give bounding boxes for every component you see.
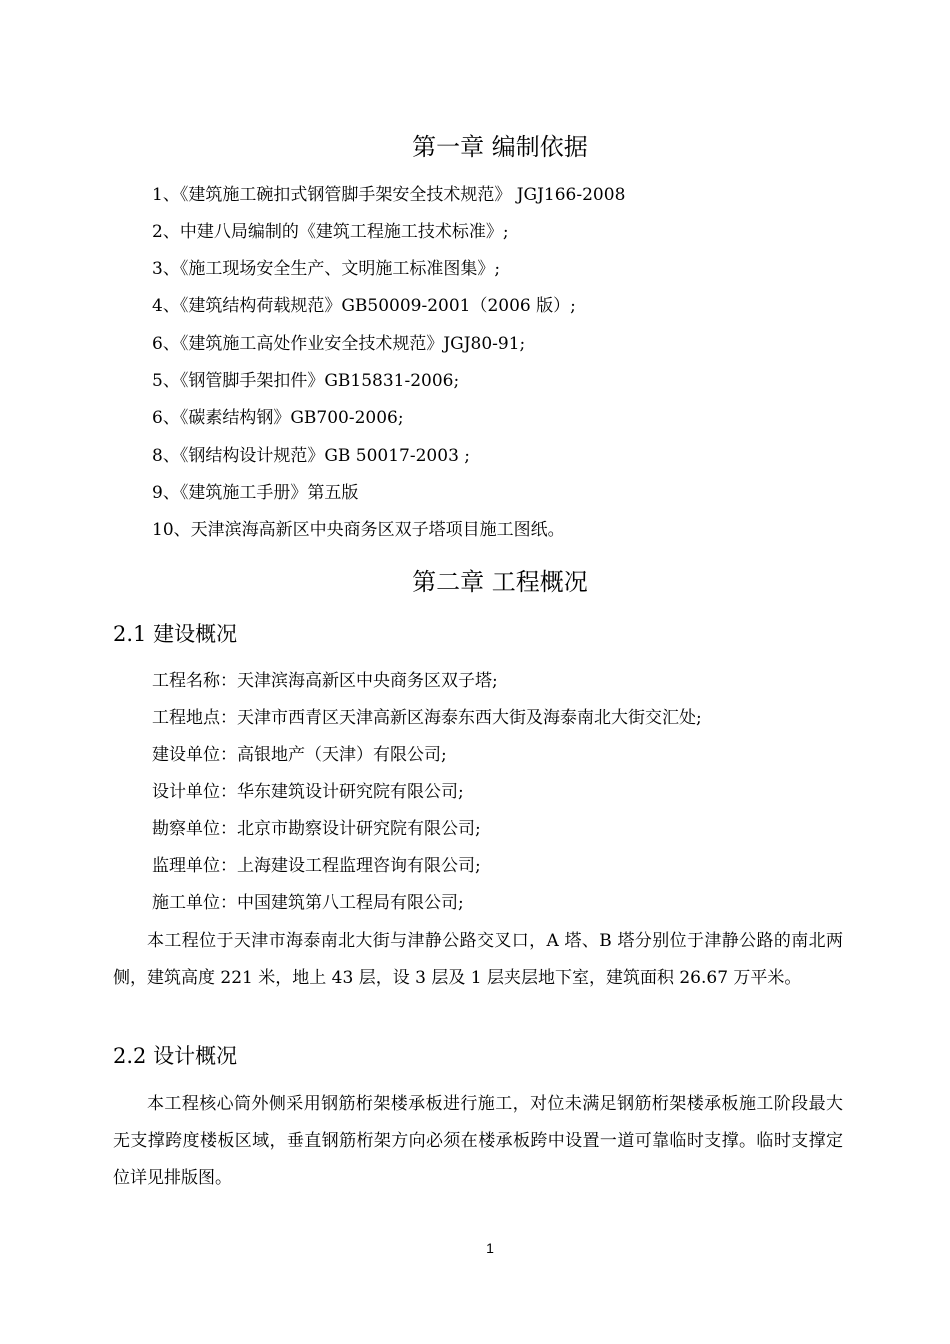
reference-item: 3、《施工现场安全生产、文明施工标准图集》; <box>152 259 501 279</box>
reference-item: 4、《建筑结构荷载规范》GB50009-2001（2006 版）; <box>152 296 576 316</box>
project-info-item: 勘察单位：北京市勘察设计研究院有限公司; <box>152 819 481 839</box>
reference-item: 9、《建筑施工手册》第五版 <box>152 483 359 503</box>
reference-item: 6、《建筑施工高处作业安全技术规范》JGJ80-91; <box>152 334 526 354</box>
reference-item: 2、中建八局编制的《建筑工程施工技术标准》; <box>152 222 509 242</box>
project-info-item: 设计单位：华东建筑设计研究院有限公司; <box>152 782 464 802</box>
reference-item: 8、《钢结构设计规范》GB 50017-2003 ; <box>152 446 471 466</box>
chapter-1-title: 第一章 编制依据 <box>412 133 588 161</box>
reference-item: 10、天津滨海高新区中央商务区双子塔项目施工图纸。 <box>152 520 565 540</box>
design-overview-paragraph: 本工程核心筒外侧采用钢筋桁架楼承板进行施工，对位未满足钢筋桁架楼承板施工阶段最大无支撑跨度楼板区域，垂直钢筋桁架方向必须在楼承板跨中设置一道可靠临时支撑。临时支撑定位详见排版图。 <box>113 1094 843 1188</box>
section-2-1-title: 2.1 建设概况 <box>113 622 238 646</box>
project-info-item: 工程地点：天津市西青区天津高新区海泰东西大街及海泰南北大街交汇处; <box>152 708 702 728</box>
project-info-item: 监理单位：上海建设工程监理咨询有限公司; <box>152 856 481 876</box>
project-info-item: 施工单位：中国建筑第八工程局有限公司; <box>152 893 464 913</box>
section-2-2-title: 2.2 设计概况 <box>113 1044 238 1068</box>
chapter-2-title: 第二章 工程概况 <box>412 568 588 596</box>
page-number: 1 <box>486 1240 494 1256</box>
project-info-item: 建设单位：高银地产（天津）有限公司; <box>152 745 447 765</box>
reference-item: 6、《碳素结构钢》GB700-2006; <box>152 408 404 428</box>
project-location-paragraph: 本工程位于天津市海泰南北大街与津静公路交叉口，A 塔、B 塔分别位于津静公路的南北两侧，建筑高度 221 米，地上 43 层，设 3 层及 1 层夹层地下室，建筑面积 26.67 万平米。 <box>113 931 843 988</box>
reference-item: 1、《建筑施工碗扣式钢管脚手架安全技术规范》 JGJ166-2008 <box>152 185 626 205</box>
reference-item: 5、《钢管脚手架扣件》GB15831-2006; <box>152 371 460 391</box>
project-info-item: 工程名称：天津滨海高新区中央商务区双子塔; <box>152 671 498 691</box>
